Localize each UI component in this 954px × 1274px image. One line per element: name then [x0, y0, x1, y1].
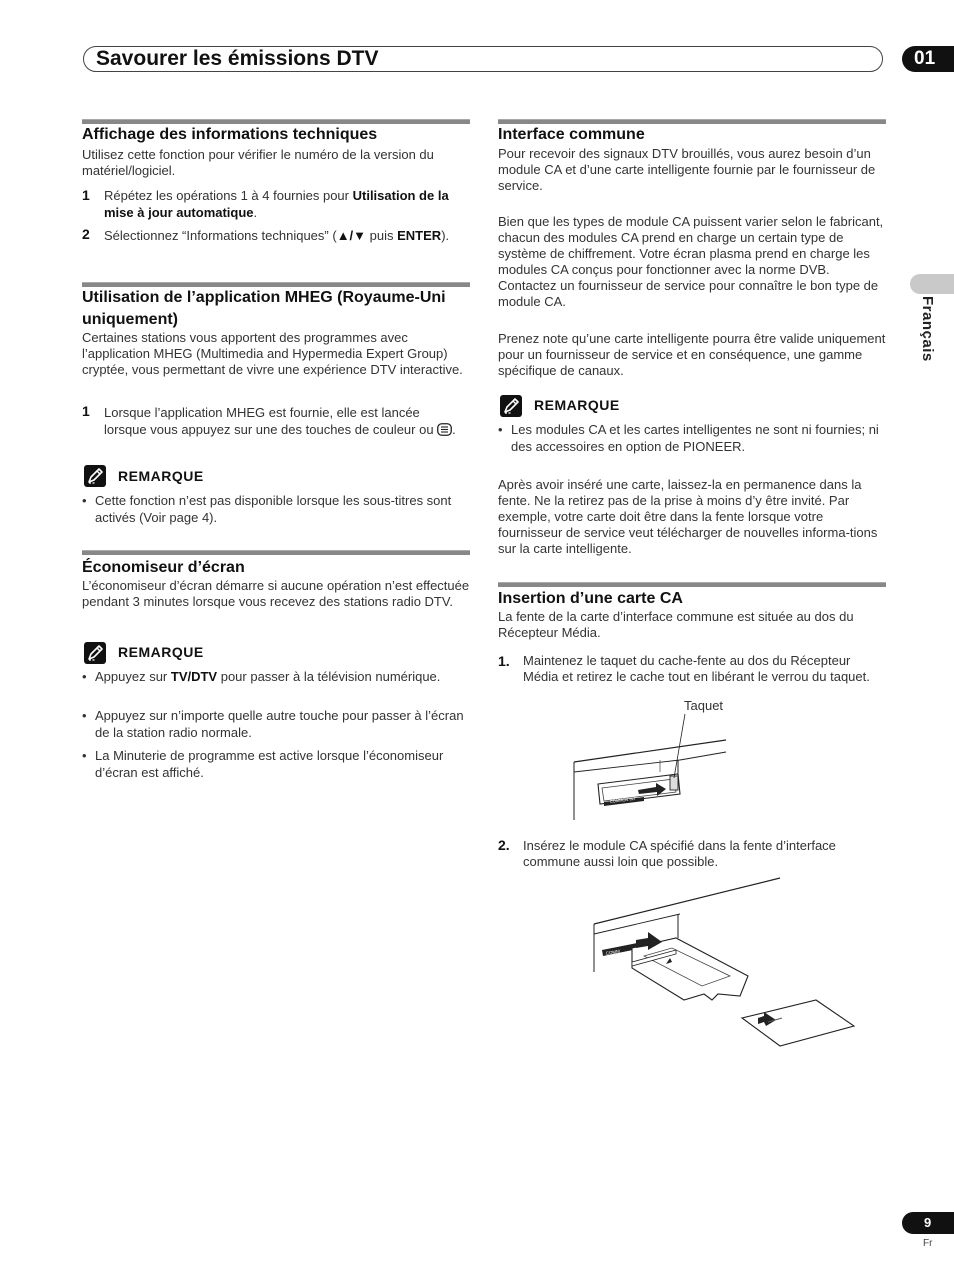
step-text	[104, 227, 466, 244]
chapter-badge: 01	[902, 46, 954, 72]
section-title-screensaver: Économiseur d’écran	[82, 559, 245, 576]
step-number: 2	[82, 226, 90, 242]
note-pencil-icon	[500, 395, 522, 417]
screensaver-intro: L’économiseur d’écran démarre si aucune opération n’est effectuée pendant 3 minutes lorsque vous recevez des stations radio DTV.	[82, 578, 470, 609]
step-text-part: .	[253, 205, 258, 220]
note-pencil-icon	[84, 465, 106, 487]
bullet-text-part: pour passer à la télévision numérique.	[217, 669, 441, 684]
section-title-ca-insertion: Insertion d’une carte CA	[498, 590, 683, 607]
note-bullet: • Appuyez sur n’importe quelle autre touche pour passer à l’écran de la station radio normale.	[82, 707, 470, 741]
common-interface-p3: Prenez note qu’une carte intelligente pourra être valide uniquement pour un fournisseur de service et en conséquence, une gamme spécifique de canaux.	[498, 331, 886, 378]
note-label: REMARQUE	[118, 644, 204, 660]
step-number: 1	[82, 403, 90, 419]
section-rule	[82, 550, 470, 555]
language-label: Français	[919, 296, 936, 362]
mheg-intro: Certaines stations vous apportent des programmes avec l’application MHEG (Multimedia and Hypermedia Expert Group) cryptée, vous permettant de vivre une expérience DTV interactive.	[82, 330, 463, 377]
step-number: 1	[82, 187, 90, 203]
figure-label-taquet: Taquet	[684, 698, 724, 713]
step-text-bold: Utilisation de la mise à jour automatique	[104, 188, 449, 220]
step-text-part: .	[452, 422, 456, 437]
step-text-bold: ENTER	[397, 228, 442, 243]
technical-info-intro: Utilisez cette fonction pour vérifier le numéro de la version du matériel/logiciel.	[82, 147, 434, 178]
common-interface-p1: Pour recevoir des signaux DTV brouillés, vous aurez besoin d’un module CA et d’une carte intelligente fournie par le fournisseur de service.	[498, 146, 876, 193]
note-bullet	[82, 668, 470, 685]
step-text	[104, 187, 466, 221]
common-interface-p4: Après avoir inséré une carte, laissez-la en permanence dans la fente. Ne la retirez pas de la prise à moins d’y être invité. Par exemple, votre carte doit être dans la fente lorsque votre fournisseur de service veut télécharger de nouvelles informa-tions sur la carte intelligente.	[498, 477, 878, 556]
section-rule	[498, 582, 886, 587]
up-down-arrows-icon: ▲/▼	[336, 228, 367, 243]
ca-module-insertion-illustration	[592, 876, 862, 1058]
step-text-part: Sélectionnez “Informations techniques” (	[104, 228, 337, 243]
slot-cover-label: COMMON INT	[609, 795, 637, 804]
step-text-part: ).	[441, 228, 450, 243]
section-title-mheg: Utilisation de l’application MHEG (Royaume-Uni uniquement)	[82, 289, 446, 328]
page-language-code: Fr	[923, 1238, 933, 1249]
note-label: REMARQUE	[118, 468, 204, 484]
step-text: Insérez le module CA spécifié dans la fente d’interface commune aussi loin que possible.	[523, 838, 836, 869]
step-text	[104, 404, 466, 440]
bullet-text-part: Appuyez sur	[95, 669, 171, 684]
section-title-common-interface: Interface commune	[498, 126, 645, 143]
language-tab	[910, 274, 954, 294]
slot-cover-illustration	[570, 712, 730, 820]
section-title-technical-info: Affichage des informations techniques	[82, 126, 378, 143]
step-text-part: Répétez les opérations 1 à 4 fournies pour	[104, 188, 353, 203]
note-label: REMARQUE	[534, 397, 620, 413]
step-text-part: Lorsque l’application MHEG est fournie, elle est lancée lorsque vous appuyez sur une des touches de couleur ou	[104, 405, 438, 437]
step-number: 1.	[498, 653, 510, 669]
step-number: 2.	[498, 837, 510, 853]
page-number-badge: 9	[902, 1212, 954, 1234]
step-text: Maintenez le taquet du cache-fente au dos du Récepteur Média et retirez le cache tout en libérant le verrou du taquet.	[523, 653, 870, 684]
note-bullet: • La Minuterie de programme est active lorsque l’économiseur d’écran est affiché.	[82, 747, 470, 781]
note-pencil-icon	[84, 642, 106, 664]
slot-label: COMM	[605, 948, 621, 956]
note-bullet: • Les modules CA et les cartes intelligentes ne sont ni fournies; ni des accessoires en option de PIONEER.	[498, 421, 886, 455]
page-title: Savourer les émissions DTV	[96, 47, 379, 70]
step-text-part: puis	[366, 228, 398, 243]
bullet-text-bold: TV/DTV	[170, 669, 218, 684]
ca-insertion-intro: La fente de la carte d’interface commune est située au dos du Récepteur Média.	[498, 609, 854, 640]
common-interface-p2: Bien que les types de module CA puissent varier selon le fabricant, chacun des modules CA prend en charge un certain type de système de chiffrement. Votre écran plasma prend en charge les modules CA conçus pour fonctionner avec la norme DVB. Contactez un fournisseur de service pour connaître le bon type de module CA.	[498, 214, 884, 309]
note-bullet: • Cette fonction n’est pas disponible lorsque les sous-titres sont activés (Voir page 4).	[82, 492, 470, 526]
teletext-button-icon	[437, 423, 452, 440]
